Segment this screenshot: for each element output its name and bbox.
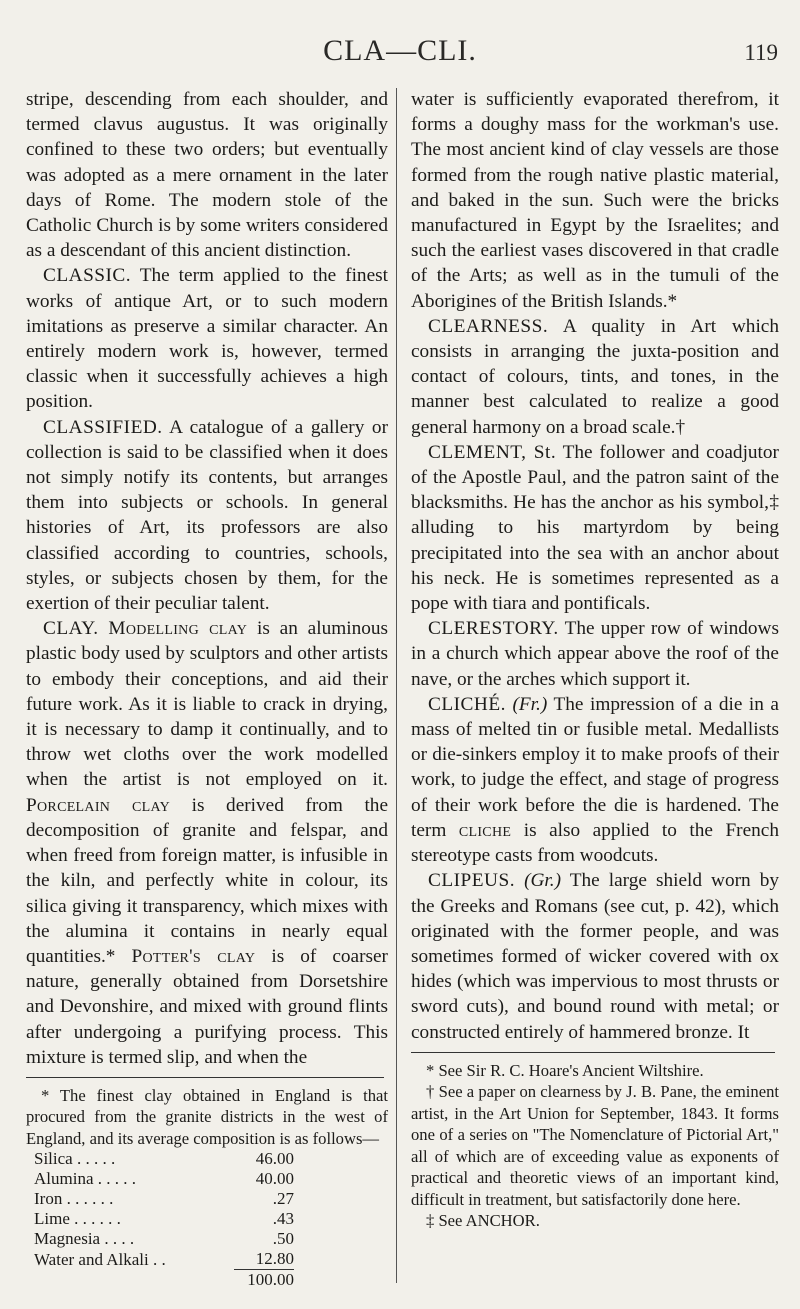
entry-term: CLERESTORY.	[428, 618, 559, 640]
entry-classified	[26, 415, 388, 617]
entry-text: The follower and coadjutor of the Apostle Paul, and the patron saint of the blacksmiths. He has the anchor as his symbol,‡ alluding to his martyrdom by being precipitated into the sea with an anchor about his neck. He is sometimes represented as a pope with tiara and pontificals.	[411, 441, 779, 615]
component-value: .43	[272, 1209, 294, 1229]
footnote: † See a paper on clearness by J. B. Pane, the eminent artist, in the Art Union for September, 1843. It forms one of a series on "The Nomenclature of Pictorial Art," all of which are of exceeding value as exponents of practical and theoretic views of an important kind, difficult in treatment, but satisfactorily done here.	[411, 1082, 779, 1209]
table-row	[34, 1229, 294, 1249]
entry-text: is of coarser nature, generally obtained from Dorsetshire and Devonshire, and mixed with ground flints after undergoing a purifying process. This mixture is termed slip, and when the	[26, 945, 388, 1068]
entry-term: CLAY.	[43, 618, 99, 640]
entry-clement	[411, 440, 779, 616]
right-column	[411, 87, 779, 1232]
component-value: 40.00	[255, 1169, 294, 1189]
component-value: 46.00	[255, 1149, 294, 1169]
entry-clearness	[411, 314, 779, 440]
entry-clerestory	[411, 616, 779, 692]
entry-term: CLICHÉ.	[428, 693, 506, 715]
entry-language: (Gr.)	[524, 870, 562, 892]
table-row	[34, 1149, 294, 1169]
entry-term: CLEARNESS.	[428, 315, 549, 337]
footnotes	[411, 1060, 779, 1232]
composition-table	[34, 1149, 294, 1290]
entry-clavus-continuation: stripe, descending from each shoulder, and termed clavus augustus. It was originally confined to these two orders; but eventually was adopted as a mere ornament in the later days of Rome. The modern stole of the Catholic Church is by some writers considered as a descendant of this ancient distinction.	[26, 89, 388, 262]
table-total-row	[34, 1270, 294, 1291]
subterm-label: Porcelain clay	[26, 794, 171, 816]
entry-text: A quality in Art which consists in arranging the juxta-position and contact of colours, tints, and tones, in the manner best calculated to realize a good general harmony on a broad scale.†	[411, 315, 779, 438]
left-column	[26, 87, 388, 1290]
entry-term: CLEMENT, St.	[428, 441, 557, 463]
entry-text: The term applied to the finest works of antique Art, or to such modern imitations as preserve a similar character. An entirely modern work is, however, termed classic when it successfully achieves a high position.	[26, 265, 388, 413]
page-number: 119	[744, 40, 778, 65]
component-name: Water and Alkali . .	[34, 1249, 166, 1269]
component-name: Magnesia . . . .	[34, 1229, 135, 1249]
table-row	[34, 1249, 294, 1270]
entry-term: CLASSIC.	[43, 265, 132, 287]
entry-clay-continuation: water is sufficiently evaporated therefrom, it forms a doughy mass for the workman's use. The most ancient kind of clay vessels are those formed from the rough native plastic material, and baked in the sun. Such were the bricks manufactured in Egypt by the Israelites; and such the earliest vases discovered in that cradle of the Arts; as well as in the tumuli of the Aborigines of the British Islands.*	[411, 89, 779, 312]
footnote: * The finest clay obtained in England is that procured from the granite districts in the west of England, and its average composition is as follows—	[26, 1085, 388, 1148]
component-name: Iron . . . . . .	[34, 1189, 114, 1209]
running-title: CLA—CLI.	[323, 34, 477, 67]
page-header	[0, 6, 800, 76]
entry-term: CLIPEUS.	[428, 870, 516, 892]
entry-classic	[26, 263, 388, 414]
subterm-label: Potter's clay	[131, 945, 256, 967]
entry-clay	[26, 616, 388, 1070]
entry-text: is also applied to the French stereotype casts from woodcuts.	[411, 819, 780, 867]
footnote-rule	[411, 1052, 775, 1053]
component-name: Silica . . . . .	[34, 1149, 116, 1169]
entry-text: A catalogue of a gallery or collection is said to be classified when it does not simply notify its contents, but arranges them into subjects or schools. In general histories of Art, its professors are also classified according to countries, schools, styles, or subjects chosen by them, for the exertion of their peculiar talent.	[26, 416, 388, 615]
table-row	[34, 1209, 294, 1229]
subterm-label: Modelling clay	[108, 618, 248, 640]
entry-text: is an aluminous plastic body used by sculptors and other artists to embody their conceptions, and aid their future work. As it is liable to crack in drying, it is necessary to damp it continually, and to throw wet cloths over the work modelled when the artist is not employed on it.	[26, 618, 388, 791]
component-value: 12.80	[255, 1249, 294, 1269]
table-row	[34, 1169, 294, 1189]
footnote: * See Sir R. C. Hoare's Ancient Wiltshire.	[426, 1060, 704, 1080]
subterm-label: cliche	[458, 819, 512, 841]
footnotes	[26, 1085, 388, 1291]
component-value: .50	[272, 1229, 294, 1249]
entry-text: is derived from the decomposition of granite and felspar, and when freed from foreign matter, is infusible in the kiln, and perfectly white in colour, its silica giving it transparency, which mixes with the alumina it contains in nearly equal quantities.*	[26, 794, 388, 967]
footnote-rule	[26, 1077, 384, 1078]
entry-cliche	[411, 692, 779, 868]
component-value: .27	[272, 1189, 294, 1209]
entry-clipeus	[411, 868, 779, 1044]
entry-language: (Fr.)	[512, 693, 548, 715]
composition-total: 100.00	[234, 1270, 294, 1291]
component-name: Alumina . . . . .	[34, 1169, 136, 1189]
entry-text: The impression of a die in a mass of melted tin or fusible metal. Medallists or die-sinkers employ it to make proofs of their work, to judge the effect, and stage of progress of their work before the die is hardened. The term	[411, 693, 779, 841]
table-row	[34, 1189, 294, 1209]
footnote: ‡ See ANCHOR.	[426, 1211, 540, 1231]
entry-text: The large shield worn by the Greeks and Romans (see cut, p. 42), which originated with the former people, and was sometimes formed of wicker covered with ox hides (which was impervious to most thrusts or sword cuts), and bound round with metal; or constructed entirely of hammered bronze. It	[411, 870, 779, 1043]
column-divider	[396, 88, 397, 1283]
entry-text: The upper row of windows in a church which appear above the roof of the nave, or the arches which support it.	[411, 618, 779, 690]
entry-term: CLASSIFIED.	[43, 416, 163, 438]
component-name: Lime . . . . . .	[34, 1209, 121, 1229]
